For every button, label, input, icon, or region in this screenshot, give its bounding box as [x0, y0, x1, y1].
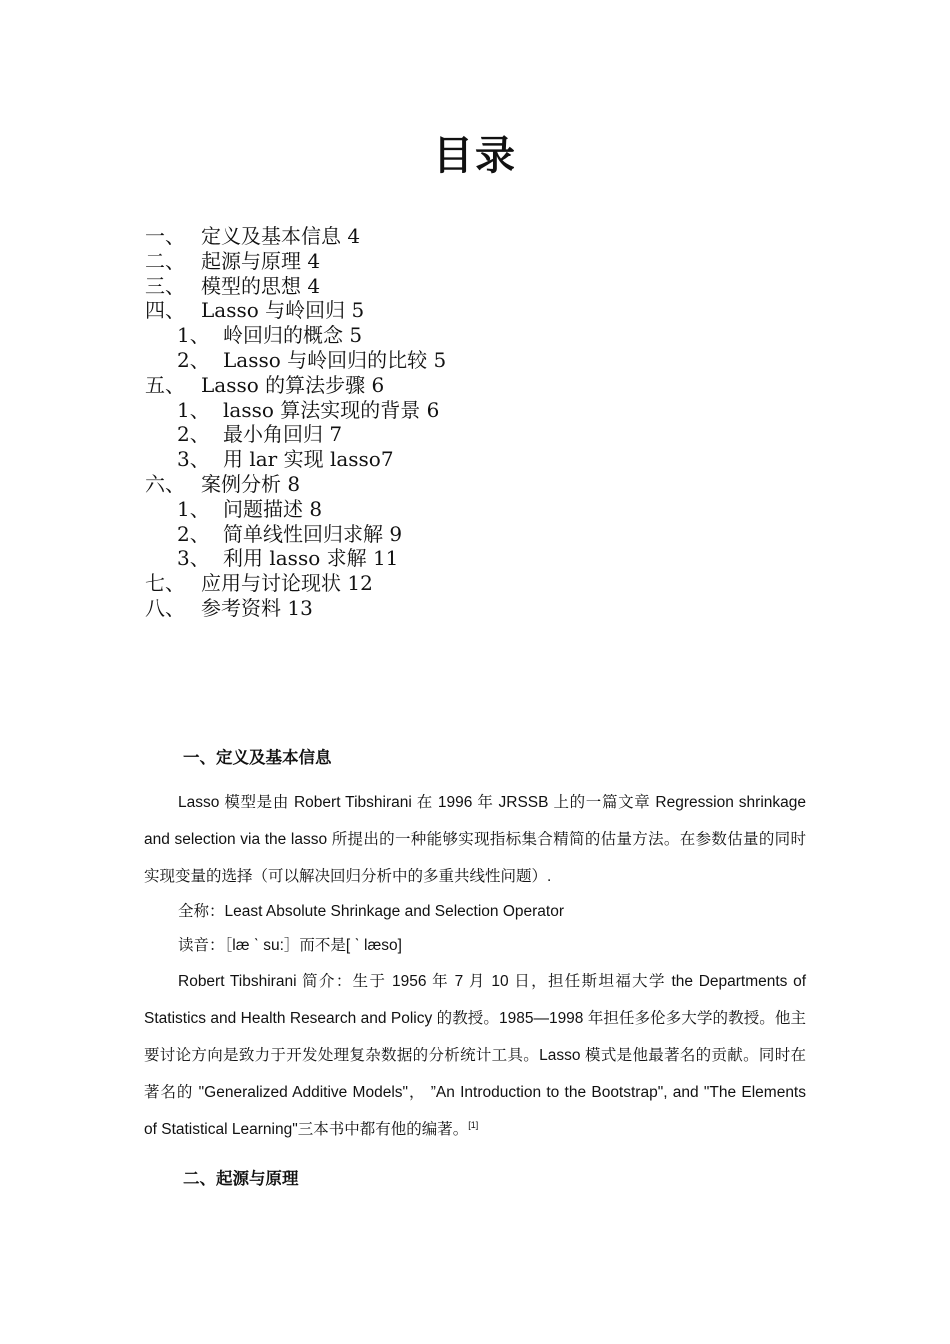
toc-subentry[interactable]	[145, 398, 845, 423]
toc-entry[interactable]	[145, 249, 845, 274]
toc-entry[interactable]	[145, 274, 845, 299]
toc-entry-number: 1、	[177, 323, 210, 348]
toc-subentry[interactable]	[145, 447, 845, 472]
section-body	[144, 784, 806, 1148]
toc-entry[interactable]	[145, 298, 845, 323]
bio-paragraph	[144, 963, 806, 1148]
toc-entry-text: 用 lar 实现 lasso7	[223, 447, 394, 472]
toc-entry[interactable]	[145, 596, 845, 621]
toc-subentry[interactable]	[145, 348, 845, 373]
toc-subentry[interactable]	[145, 422, 845, 447]
toc-entry-number: 六、	[145, 471, 185, 496]
toc-entry[interactable]	[145, 373, 845, 398]
toc-entry-number: 四、	[145, 298, 185, 323]
toc-entry-number: 3、	[177, 546, 210, 571]
toc-entry-text: 岭回归的概念 5	[223, 323, 363, 348]
toc-entry[interactable]	[145, 571, 845, 596]
toc-subentry[interactable]	[145, 546, 845, 571]
table-of-contents	[145, 224, 845, 621]
pronunciation-line: 读音：［læ ˋ su:］而不是[ ˋ læso]	[178, 937, 402, 954]
intro-paragraph: Lasso 模型是由 Robert Tibshirani 在 1996 年 JRSSB 上的一篇文章 Regression shrinkage and selection via the lasso 所提出的一种能够实现指标集合精简的估量方法。在参数估量的同时实现变量的选择（可以解决回归分析中的多重共线性问题）.	[144, 794, 806, 885]
toc-entry-text: 参考资料 13	[201, 595, 313, 620]
toc-entry-text: Lasso 与岭回归的比较 5	[223, 347, 447, 372]
toc-entry-number: 2、	[177, 422, 210, 447]
toc-entry-text: 最小角回归 7	[223, 422, 343, 447]
toc-entry[interactable]	[145, 472, 845, 497]
toc-entry-number: 2、	[177, 347, 210, 372]
toc-entry-number: 2、	[177, 521, 210, 546]
toc-entry-text: lasso 算法实现的背景 6	[223, 397, 440, 422]
toc-entry-text: 利用 lasso 求解 11	[223, 546, 399, 571]
toc-entry-number: 八、	[145, 595, 185, 620]
toc-title: 目录	[433, 133, 517, 179]
toc-entry-text: 问题描述 8	[223, 496, 323, 521]
toc-entry-number: 1、	[177, 397, 210, 422]
section-heading: 二、起源与原理	[183, 1169, 299, 1188]
toc-entry-text: 模型的思想 4	[201, 273, 321, 298]
toc-entry-text: Lasso 与岭回归 5	[201, 298, 365, 323]
toc-entry-number: 七、	[145, 571, 185, 596]
toc-subentry[interactable]	[145, 323, 845, 348]
fullname-line: 全称：Least Absolute Shrinkage and Selection Operator	[178, 903, 565, 920]
toc-entry-number: 五、	[145, 372, 185, 397]
section-heading: 一、定义及基本信息	[183, 748, 332, 767]
toc-entry-number: 二、	[145, 248, 185, 273]
toc-entry-number: 3、	[177, 447, 210, 472]
toc-subentry[interactable]	[145, 497, 845, 522]
toc-entry-text: 案例分析 8	[201, 471, 301, 496]
toc-entry-text: 简单线性回归求解 9	[223, 521, 403, 546]
bio-text: Robert Tibshirani 简介：生于 1956 年 7 月 10 日，担任斯坦福大学 the Departments of Statistics and Health Research and Policy 的教授。1985—1998 年担任多伦多大学的教授。他主要讨论方向是致力于开发处理复杂数据的分析统计工具。Lasso 模式是他最著名的贡献。同时在著名的 "Generalized Additive Models"， ”An Introduction to the Bootstrap", and "The Elements of Statistical Learning"三本书中都有他的编著。	[144, 973, 806, 1138]
toc-entry-number: 三、	[145, 273, 185, 298]
toc-entry[interactable]	[145, 224, 845, 249]
toc-entry-text: 起源与原理 4	[201, 248, 321, 273]
citation-ref[interactable]: [1]	[468, 1119, 479, 1130]
toc-entry-number: 1、	[177, 496, 210, 521]
toc-entry-number: 一、	[145, 224, 185, 248]
toc-entry-text: Lasso 的算法步骤 6	[201, 372, 385, 397]
toc-subentry[interactable]	[145, 522, 845, 547]
toc-entry-text: 定义及基本信息 4	[201, 224, 361, 248]
toc-entry-text: 应用与讨论现状 12	[201, 571, 373, 596]
